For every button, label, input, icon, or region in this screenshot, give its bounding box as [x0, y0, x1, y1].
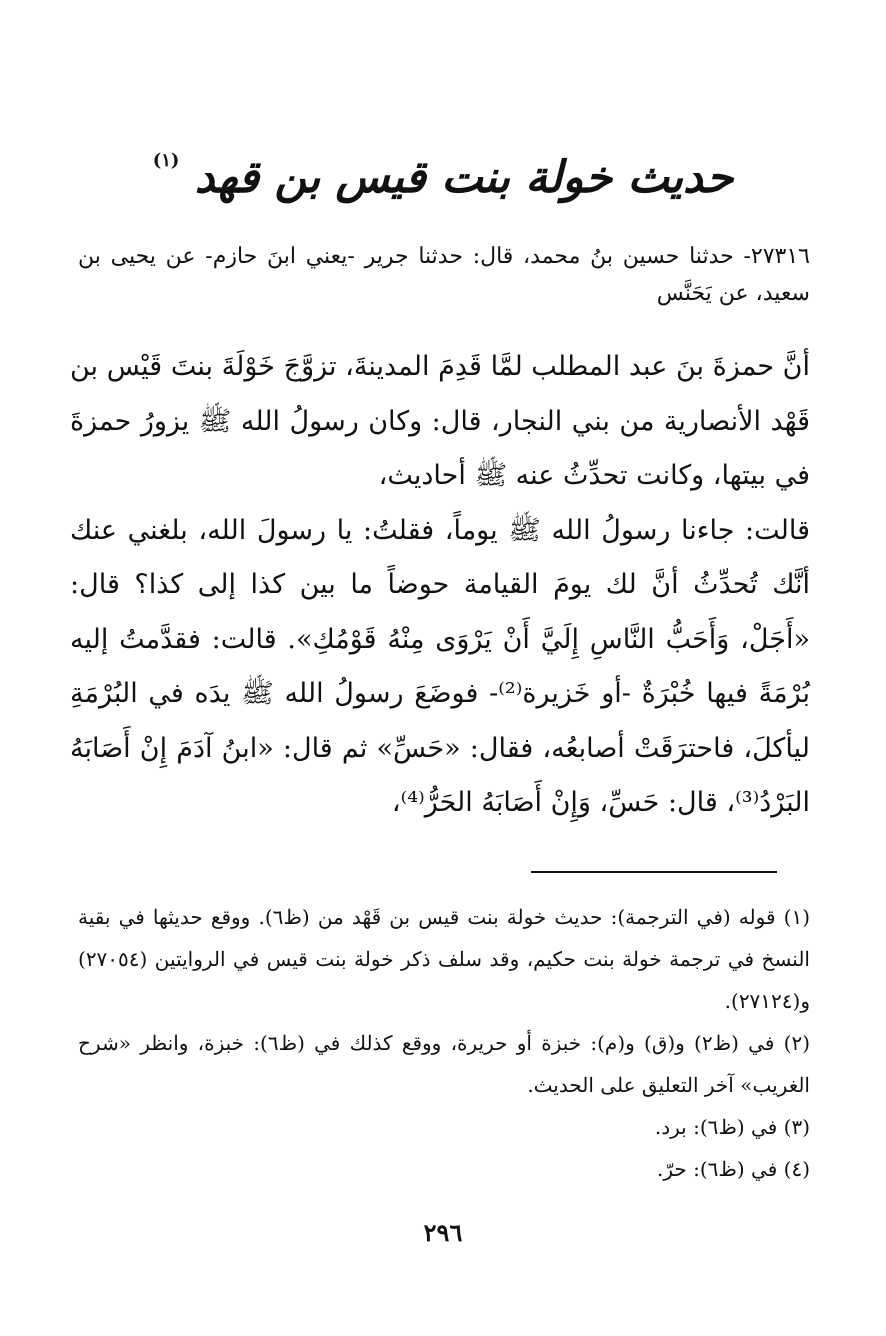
- title-footnote-marker: (١): [152, 150, 180, 171]
- footnote-item: (٣) في (ظ٦): برد.: [654, 1115, 810, 1139]
- matn-paragraph: أنَّ حمزةَ بنَ عبد المطلب لمَّا قَدِمَ المدينةَ، تزوَّجَ خَوْلَةَ بنتَ قَيْس بن قَهْد الأنصارية من بني النجار، قال: وكان رسولُ الله ﷺ يزورُ حمزةَ في بيتها، وكانت تحدِّثُ عنه ﷺ أحاديث،: [70, 351, 810, 491]
- footnote-item: (١) قوله (في الترجمة): حديث خولة بنت قيس بن قَهْد من (ظ٦). ووقع حديثها في بقية النسخ في ترجمة خولة بنت حكيم، وقد سلف ذكر خولة بنت قيس في الروايتين (٢٧٠٥٤) و(٢٧١٢٤).: [78, 905, 811, 1013]
- chapter-title: [0, 150, 886, 203]
- isnad-text: ٢٧٣١٦- حدثنا حسين بنُ محمد، قال: حدثنا جرير -يعني ابنَ حازم- عن يحيى بن سعيد، عن يَحَنَّس: [78, 244, 810, 306]
- chapter-title-text: حديث خولة بنت قيس بن قهد: [194, 152, 734, 203]
- page-number: ٢٩٦: [423, 1218, 463, 1247]
- hadith-isnad: [78, 238, 810, 312]
- hadith-matn: [70, 340, 810, 831]
- footnotes: [78, 896, 810, 1190]
- footnote-item: (٢) في (ظ٢) و(ق) و(م): خبزة أو حريرة، ووقع كذلك في (ظ٦): خبزة، وانظر «شرح الغريب» آخر التعليق على الحديث.: [78, 1031, 810, 1097]
- matn-paragraph: قالت: جاءنا رسولُ الله ﷺ يوماً، فقلتُ: يا رسولَ الله، بلغني عنك أنَّك تُحدِّثُ أنَّ لك يومَ القيامة حوضاً ما بين كذا إلى كذا؟ قال: «أَجَلْ، وَأَحَبُّ النَّاسِ إِلَيَّ أَنْ يَرْوَى مِنْهُ قَوْمُكِ». قالت: فقدَّمتُ إليه بُرْمَةً فيها خُبْرَةٌ -أو خَزيرة⁽²⁾- فوضَعَ رسولُ الله ﷺ يدَه في البُرْمَةِ ليأكلَ، فاحترَقَتْ أصابعُه، فقال: «حَسِّ» ثم قال: «ابنُ آدَمَ إِنْ أَصَابَهُ البَرْدُ⁽³⁾، قال: حَسِّ، وَإِنْ أَصَابَهُ الحَرُّ⁽⁴⁾،: [70, 514, 810, 818]
- footnote-item: (٤) في (ظ٦): حرّ.: [656, 1157, 810, 1181]
- footnote-divider: [531, 871, 777, 873]
